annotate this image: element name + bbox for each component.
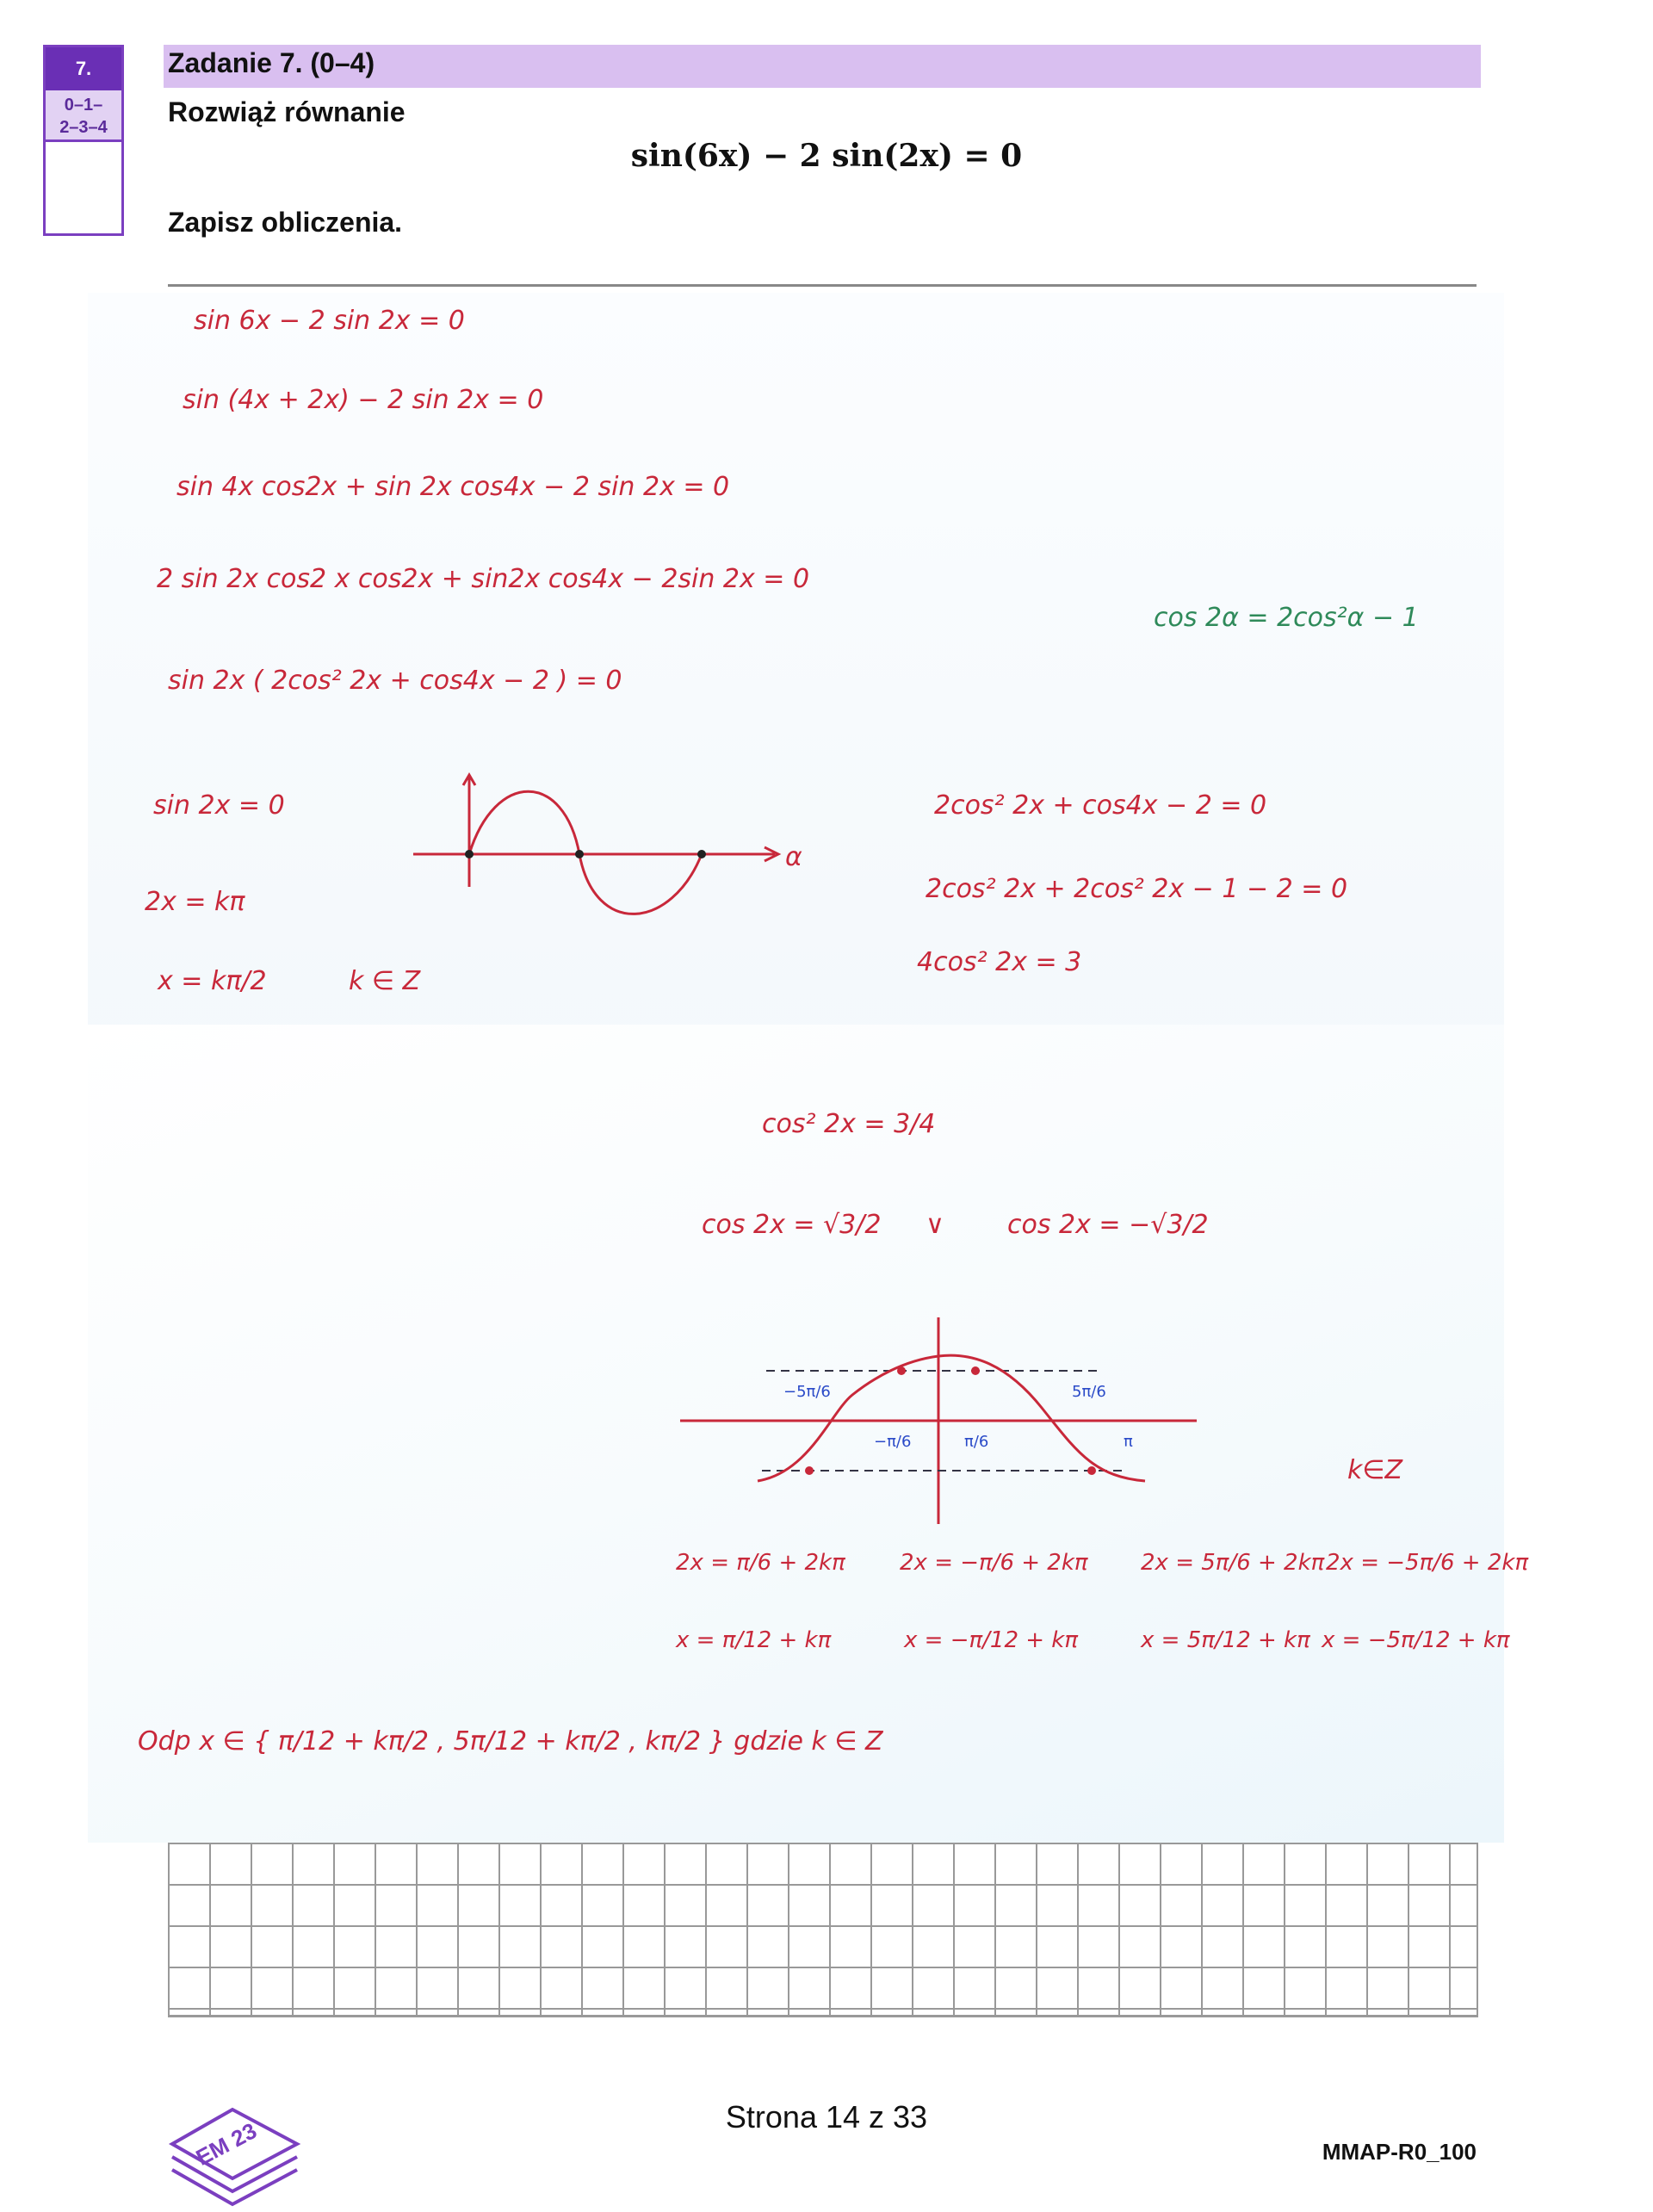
sine-zero-point [465,850,474,858]
cos-negative-case: cos 2x = −√3/2 [1007,1210,1209,1240]
tick-label-5pi-6: 5π/6 [1072,1383,1106,1401]
logo-text: EM 23 [191,2117,261,2171]
task-number: 7. [46,47,121,90]
case2-line-3: 4cos² 2x = 3 [917,947,1082,977]
result-row2-col4: x = −5π/12 + kπ [1322,1627,1510,1653]
tick-label-neg-5pi-6: −5π/6 [783,1383,831,1401]
result-row1-col1: 2x = π/6 + 2kπ [676,1550,845,1576]
result-row1-col4: 2x = −5π/6 + 2kπ [1326,1550,1529,1576]
result-row1-col3: 2x = 5π/6 + 2kπ [1141,1550,1325,1576]
sine-curve [469,791,702,914]
sine-sketch [413,775,826,904]
cos-square-line: cos² 2x = 3/4 [762,1109,936,1139]
tick-label-pi-6: π/6 [964,1433,989,1451]
result-row2-col1: x = π/12 + kπ [676,1627,832,1653]
points-scale [46,90,121,142]
page-number: Strona 14 z 33 [725,2099,928,2135]
case2-line-1: 2cos² 2x + cos4x − 2 = 0 [934,790,1267,821]
intersection-point [1087,1466,1096,1475]
k-integer-note: k∈Z [1347,1455,1403,1485]
case2-line-2: 2cos² 2x + 2cos² 2x − 1 − 2 = 0 [926,874,1348,904]
solution-line-2: sin (4x + 2x) − 2 sin 2x = 0 [183,385,544,415]
ruled-top-edge [168,284,1477,306]
tick-label-pi: π [1124,1433,1133,1451]
case1-line-3: x = kπ/2 [158,966,267,996]
points-line-1: 0–1– [64,96,103,115]
identity-note: cos 2α = 2cos²α − 1 [1154,603,1419,633]
points-line-2: 2–3–4 [59,118,108,137]
cos-positive-case: cos 2x = √3/2 [702,1210,882,1240]
result-row2-col2: x = −π/12 + kπ [904,1627,1079,1653]
case1-k-set: k ∈ Z [349,966,421,996]
cosine-curve [758,1355,1145,1481]
solution-line-3: sin 4x cos2x + sin 2x cos4x − 2 sin 2x = 0 [176,472,730,502]
case1-line-1: sin 2x = 0 [153,790,285,821]
solution-line-5: sin 2x ( 2cos² 2x + cos4x − 2 ) = 0 [168,666,622,696]
sine-zero-point [697,850,706,858]
alpha-axis-label: α [785,842,802,872]
or-symbol: ∨ [926,1210,944,1240]
result-row2-col3: x = 5π/12 + kπ [1141,1627,1310,1653]
final-answer: Odp x ∈ { π/12 + kπ/2 , 5π/12 + kπ/2 , kπ/2 } gdzie k ∈ Z [138,1726,883,1757]
intersection-point [897,1366,906,1375]
document-code: MMAP-R0_100 [1322,2139,1477,2165]
task-title: Zadanie 7. (0–4) [168,47,375,78]
intersection-point [805,1466,814,1475]
sine-zero-point [575,850,584,858]
solution-line-4: 2 sin 2x cos2 x cos2x + sin2x cos4x − 2sin 2x = 0 [157,564,810,594]
tick-label-neg-pi-6: −π/6 [874,1433,912,1451]
task-instruction-2: Zapisz obliczenia. [168,207,403,238]
intersection-point [971,1366,980,1375]
result-row1-col2: 2x = −π/6 + 2kπ [900,1550,1088,1576]
task-instruction: Rozwiąż równanie [168,96,406,127]
case1-line-2: 2x = kπ [145,887,245,917]
solution-line-1: sin 6x − 2 sin 2x = 0 [194,306,465,336]
answer-grid[interactable] [168,1843,1478,2017]
task-equation: sin(6x) − 2 sin(2x) = 0 [630,138,1023,174]
cosine-sketch [680,1317,1214,1533]
